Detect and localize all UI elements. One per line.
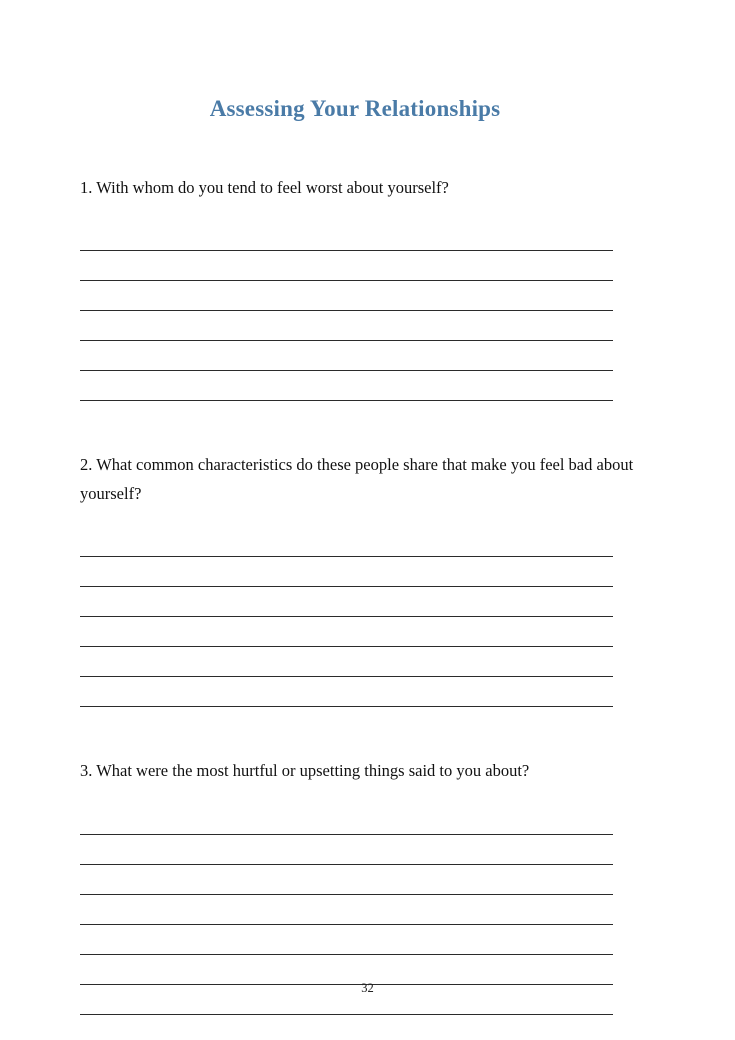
question-block-3	[80, 757, 655, 1014]
write-line[interactable]	[80, 806, 613, 835]
write-line[interactable]	[80, 251, 613, 281]
page-title: Assessing Your Relationships	[209, 96, 501, 121]
write-line[interactable]	[80, 647, 613, 677]
write-line[interactable]	[80, 528, 613, 557]
write-line[interactable]	[80, 222, 613, 251]
write-line[interactable]	[80, 311, 613, 341]
write-line[interactable]	[80, 587, 613, 617]
page-number: 32	[361, 981, 374, 995]
write-line[interactable]	[80, 835, 613, 865]
write-line[interactable]	[80, 617, 613, 647]
write-line[interactable]	[80, 865, 613, 895]
answer-lines-1	[80, 222, 655, 401]
write-line[interactable]	[80, 557, 613, 587]
question-block-1	[80, 174, 655, 401]
write-line[interactable]	[80, 371, 613, 401]
question-text-2: 2. What common characteristics do these people share that make you feel bad about yourself?	[80, 455, 634, 503]
question-text-3: 3. What were the most hurtful or upsetting things said to you about?	[80, 761, 530, 781]
write-line[interactable]	[80, 677, 613, 707]
write-line[interactable]	[80, 925, 613, 955]
question-block-2	[80, 451, 655, 707]
write-line[interactable]	[80, 281, 613, 311]
write-line[interactable]	[80, 955, 613, 985]
answer-lines-2	[80, 528, 655, 707]
write-line[interactable]	[80, 895, 613, 925]
question-text-1: 1. With whom do you tend to feel worst about yourself?	[80, 178, 449, 197]
write-line[interactable]	[80, 341, 613, 371]
